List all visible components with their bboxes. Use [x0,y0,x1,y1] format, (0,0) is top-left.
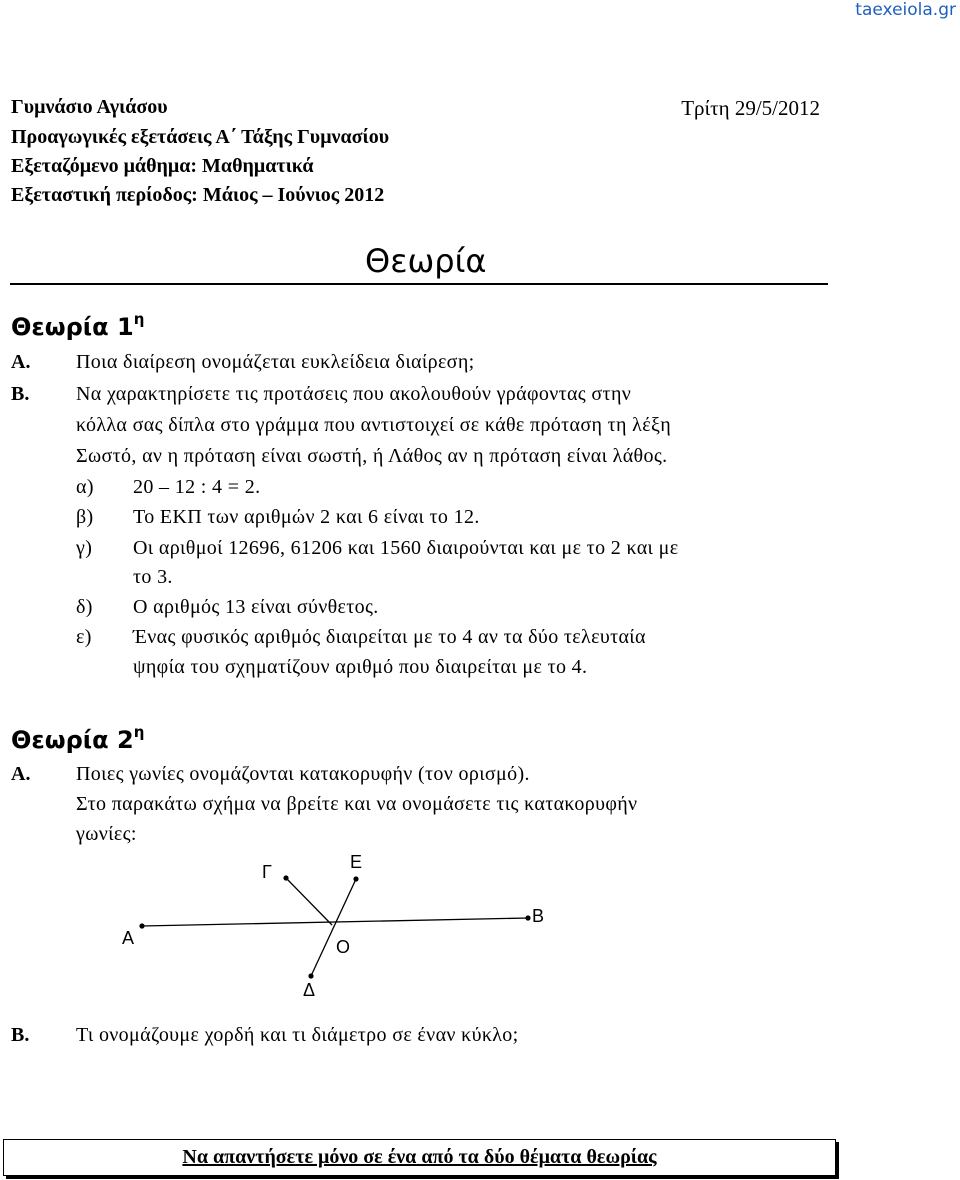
item-c-text-2: το 3. [133,566,173,588]
theory-1-a-label: Α. [11,351,31,373]
theory-1-heading [11,312,144,341]
item-d-label: δ) [76,596,93,618]
item-c-text-1: Οι αριθμοί 12696, 61206 και 1560 διαιρούνται και με το 2 και με [133,537,679,559]
point-g [283,875,288,880]
theory-1-b-line-3: Σωστό, αν η πρόταση είναι σωστή, ή Λάθος αν η πρόταση είναι λάθος. [76,445,668,467]
section-title: Θεωρία [365,242,487,280]
item-e-label: ε) [76,626,92,648]
theory-1-b-line-2: κόλλα σας δίπλα στο γράμμα που αντιστοιχεί σε κάθε πρόταση τη λέξη [76,414,672,436]
line-ed [311,879,356,976]
label-e: Ε [350,852,363,872]
item-b-label: β) [76,506,94,528]
item-d-text: Ο αριθμός 13 είναι σύνθετος. [133,596,379,618]
theory-2-a-line-1: Ποιες γωνίες ονομάζονται κατακορυφήν (τον ορισμό). [76,763,530,785]
point-d [308,973,313,978]
school-name: Γυμνάσιο Αγιάσου [11,96,168,118]
point-a [139,923,144,928]
theory-1-heading-text: Θεωρία 1 [11,313,134,341]
theory-1-b-label: Β. [11,383,30,405]
theory-2-heading [11,725,144,754]
label-b: Β [532,906,545,926]
label-a: Α [122,928,135,948]
point-b [525,915,530,920]
exam-subject: Εξεταζόμενο μάθημα: Μαθηματικά [11,155,314,177]
theory-1-heading-sup: η [133,310,145,328]
exam-title: Προαγωγικές εξετάσεις Α΄ Τάξης Γυμνασίου [11,126,390,148]
instruction-box [3,1139,836,1176]
instruction-text: Να απαντήσετε μόνο σε ένα από τα δύο θέματα θεωρίας [182,1146,657,1168]
label-g: Γ [262,862,272,882]
item-b-text: Το ΕΚΠ των αριθμών 2 και 6 είναι το 12. [133,506,480,528]
ray-og [286,878,332,925]
label-o: Ο [336,937,351,957]
theory-2-a-line-2: Στο παρακάτω σχήμα να βρείτε και να ονομάσετε τις κατακορυφήν [76,793,638,815]
exam-period: Εξεταστική περίοδος: Μάιος – Ιούνιος 2012 [11,184,385,206]
point-e [353,876,358,881]
item-c-label: γ) [76,537,93,559]
vertical-angles-figure [110,848,570,998]
section-divider [10,283,828,285]
theory-2-b-text: Τι ονομάζουμε χορδή και τι διάμετρο σε έναν κύκλο; [76,1024,519,1046]
item-e-text-1: Ένας φυσικός αριθμός διαιρείται με το 4 αν τα δύο τελευταία [133,626,646,648]
exam-date: Τρίτη 29/5/2012 [681,96,820,120]
theory-2-a-label: Α. [11,763,31,785]
item-e-text-2: ψηφία του σχηματίζουν αριθμό που διαιρείται με το 4. [133,656,588,678]
theory-2-a-line-3: γωνίες: [76,823,137,845]
theory-1-a-text: Ποια διαίρεση ονομάζεται ευκλείδεια διαίρεση; [76,351,475,373]
brand-link[interactable]: taexeiola.gr [855,0,956,20]
theory-1-b-line-1: Να χαρακτηρίσετε τις προτάσεις που ακολουθούν γράφοντας στην [76,383,632,405]
label-d: Δ [303,980,316,998]
theory-2-b-label: Β. [11,1024,30,1046]
item-a-text: 20 – 12 : 4 = 2. [133,476,261,498]
theory-2-heading-text: Θεωρία 2 [11,726,134,754]
item-a-label: α) [76,476,94,498]
theory-2-heading-sup: η [133,723,145,741]
